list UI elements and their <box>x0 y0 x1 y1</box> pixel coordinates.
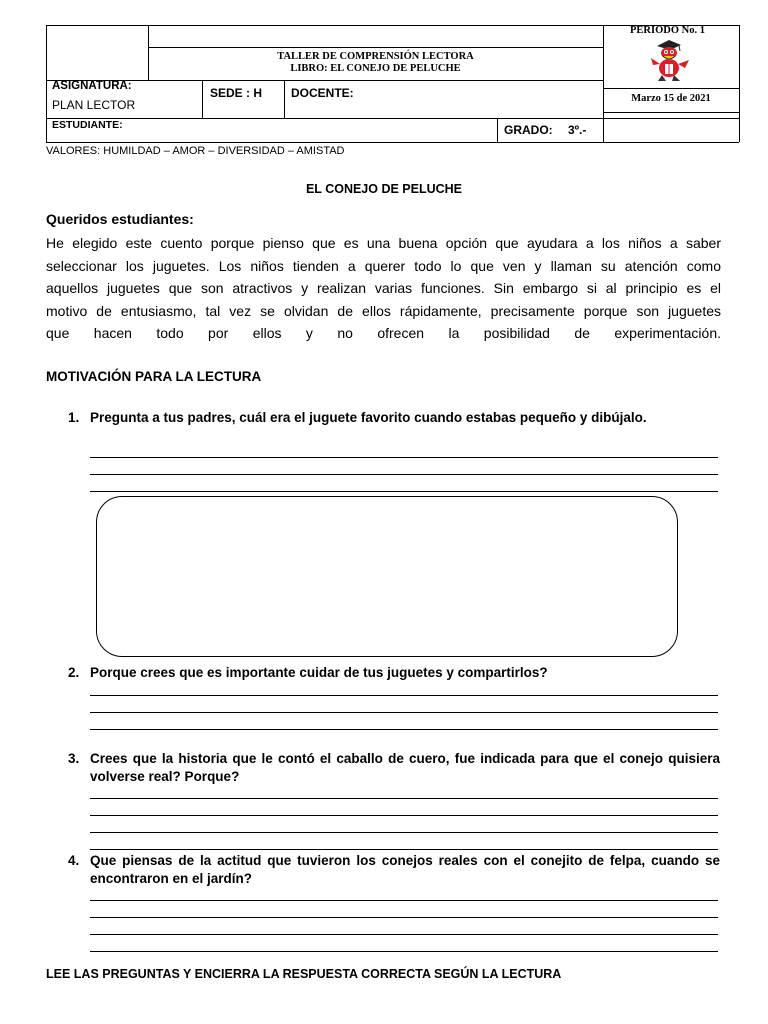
intro-line: que hacen todo por ellos y no ofrecen la posibilidad de experimentación. <box>46 325 721 342</box>
answer-line[interactable] <box>90 491 718 492</box>
greeting: Queridos estudiantes: <box>46 211 194 227</box>
question-1 <box>68 409 720 427</box>
asignatura-value: PLAN LECTOR <box>52 98 136 112</box>
sede-field: SEDE : H <box>210 86 263 100</box>
answer-line[interactable] <box>90 729 718 730</box>
intro-line: motivo de entusiasmo, tal vez se olvidan de ellos rápidamente, precisamente porque son juguetes <box>46 302 721 319</box>
period-label: PERIODO No. 1 <box>630 25 705 36</box>
question-text: Crees que la historia que le contó el caballo de cuero, fue indicada para que el conejo quisiera volverse real? Porque? <box>90 751 720 784</box>
intro-line: He elegido este cuento porque pienso que es una buena opción que ayudara a los niños a saber <box>46 235 721 251</box>
question-text: Pregunta a tus padres, cuál era el juguete favorito cuando estabas pequeño y dibújalo. <box>90 410 647 425</box>
question-2 <box>68 664 720 682</box>
question-4 <box>68 852 720 888</box>
date-field: Marzo 15 de 2021 <box>631 93 711 104</box>
answer-line[interactable] <box>90 934 718 935</box>
question-number: 4. <box>68 853 80 868</box>
answer-line[interactable] <box>90 917 718 918</box>
question-3 <box>68 750 720 786</box>
question-text: Que piensas de la actitud que tuvieron los conejos reales con el conejito de felpa, cuando se encontraron en el jardín? <box>90 853 720 886</box>
question-number: 3. <box>68 751 80 766</box>
answer-line[interactable] <box>90 849 718 850</box>
answer-line[interactable] <box>90 832 718 833</box>
cartoon-mascot-icon <box>643 38 697 82</box>
workshop-title: TALLER DE COMPRENSIÓN LECTORA <box>277 51 474 62</box>
intro-line: aquellos juguetes que son atractivos y realizan varias funciones. Sin embargo si al principio es el <box>46 280 721 297</box>
answer-line[interactable] <box>90 798 718 799</box>
docente-label: DOCENTE: <box>291 86 354 100</box>
question-number: 1. <box>68 410 80 425</box>
answer-line[interactable] <box>90 900 718 901</box>
page-title: EL CONEJO DE PELUCHE <box>305 182 463 196</box>
motivation-title: MOTIVACIÓN PARA LA LECTURA <box>46 369 262 384</box>
answer-line[interactable] <box>90 951 718 952</box>
intro-paragraph <box>46 232 721 345</box>
answer-line[interactable] <box>90 474 718 475</box>
closing-instruction: LEE LAS PREGUNTAS Y ENCIERRA LA RESPUESTA CORRECTA SEGÚN LA LECTURA <box>46 967 562 981</box>
grado-value: 3º.- <box>568 123 587 137</box>
answer-line[interactable] <box>90 695 718 696</box>
asignatura-label: ASIGNATURA: <box>52 80 132 92</box>
question-number: 2. <box>68 665 80 680</box>
question-text: Porque crees que es importante cuidar de tus juguetes y compartirlos? <box>90 665 548 680</box>
grado-label: GRADO: <box>504 123 553 137</box>
answer-line[interactable] <box>90 457 718 458</box>
intro-line: seleccionar los juguetes. Los niños tienden a querer todo lo que ven y llaman su atención como <box>46 257 721 274</box>
drawing-box[interactable] <box>96 496 678 657</box>
answer-line[interactable] <box>90 712 718 713</box>
valores-line: VALORES: HUMILDAD – AMOR – DIVERSIDAD – AMISTAD <box>46 145 345 157</box>
book-title: LIBRO: EL CONEJO DE PELUCHE <box>290 63 461 74</box>
estudiante-label: ESTUDIANTE: <box>52 119 123 131</box>
answer-line[interactable] <box>90 815 718 816</box>
